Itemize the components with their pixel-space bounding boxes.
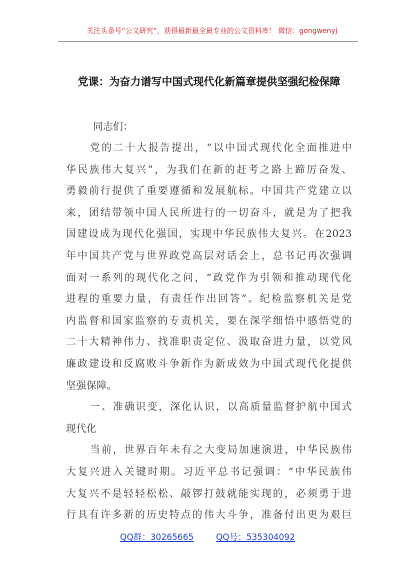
section-heading-line: 现代化 (66, 423, 97, 435)
text-line: 进程的重要力量，有责任作出回答”。纪检监察机关是党 (66, 294, 352, 306)
section-heading-line: 一、准确识变，深化认识，以高质量监督护航中国式 (90, 402, 352, 414)
text-line: 来，团结带领中国人民所进行的一切奋斗，就是为了把我 (66, 207, 352, 219)
text-line: 廉政建设和反腐败斗争新作为新成效为中国式现代化提供 (66, 358, 352, 370)
header-banner: 关注头条号“公文研究”，获得最新最全最专业的公文资料库！ 微信：gongwenyj (86, 27, 338, 35)
text-line: 年中国共产党与世界政党高层对话会上，总书记再次强调 (66, 250, 352, 262)
text-line: 勇毅前行提供了重要遵循和发展航标。中国共产党建立以 (66, 186, 352, 198)
text-line: 行具有许多新的历史特点的伟大斗争，准备付出更为艰巨 (66, 510, 352, 522)
text-line: 内监督和国家监察的专责机关，要在深学细悟中感悟党的 (66, 315, 352, 327)
text-line: 面对一系列的现代化之问，“政党作为引领和推动现代化 (66, 272, 352, 284)
greeting: 同志们： (93, 122, 133, 133)
qq-number-link[interactable]: QQ号：535304092 (215, 533, 295, 543)
text-line: 党的二十大报告提出，“以中国式现代化全面推进中 (90, 143, 352, 154)
text-line: 二十大精神伟力、找准职责定位、汲取奋进力量，以党风 (66, 337, 352, 349)
footer-contacts (120, 533, 295, 544)
text-line: 当前，世界百年未有之大变局加速演进，中华民族伟 (90, 445, 352, 457)
text-line: 坚强保障。 (66, 380, 117, 392)
body-text (66, 142, 352, 531)
text-line: 国建设成为现代化强国，实现中华民族伟大复兴。在2023 (66, 229, 352, 241)
document-title: 党课：为奋力谱写中国式现代化新篇章提供坚强纪检保障 (77, 76, 341, 88)
text-line: 华民族伟大复兴”，为我们在新的赶考之路上蹄厉奋发、 (66, 164, 352, 176)
text-line: 大复兴进入关键时期。习近平总书记强调：“中华民族伟 (66, 466, 352, 478)
qq-group-link[interactable]: QQ群：30265665 (120, 533, 194, 543)
text-line: 大复兴不是轻轻松松、敲锣打鼓就能实现的，必须勇于进 (66, 488, 352, 500)
header-divider (58, 41, 358, 42)
